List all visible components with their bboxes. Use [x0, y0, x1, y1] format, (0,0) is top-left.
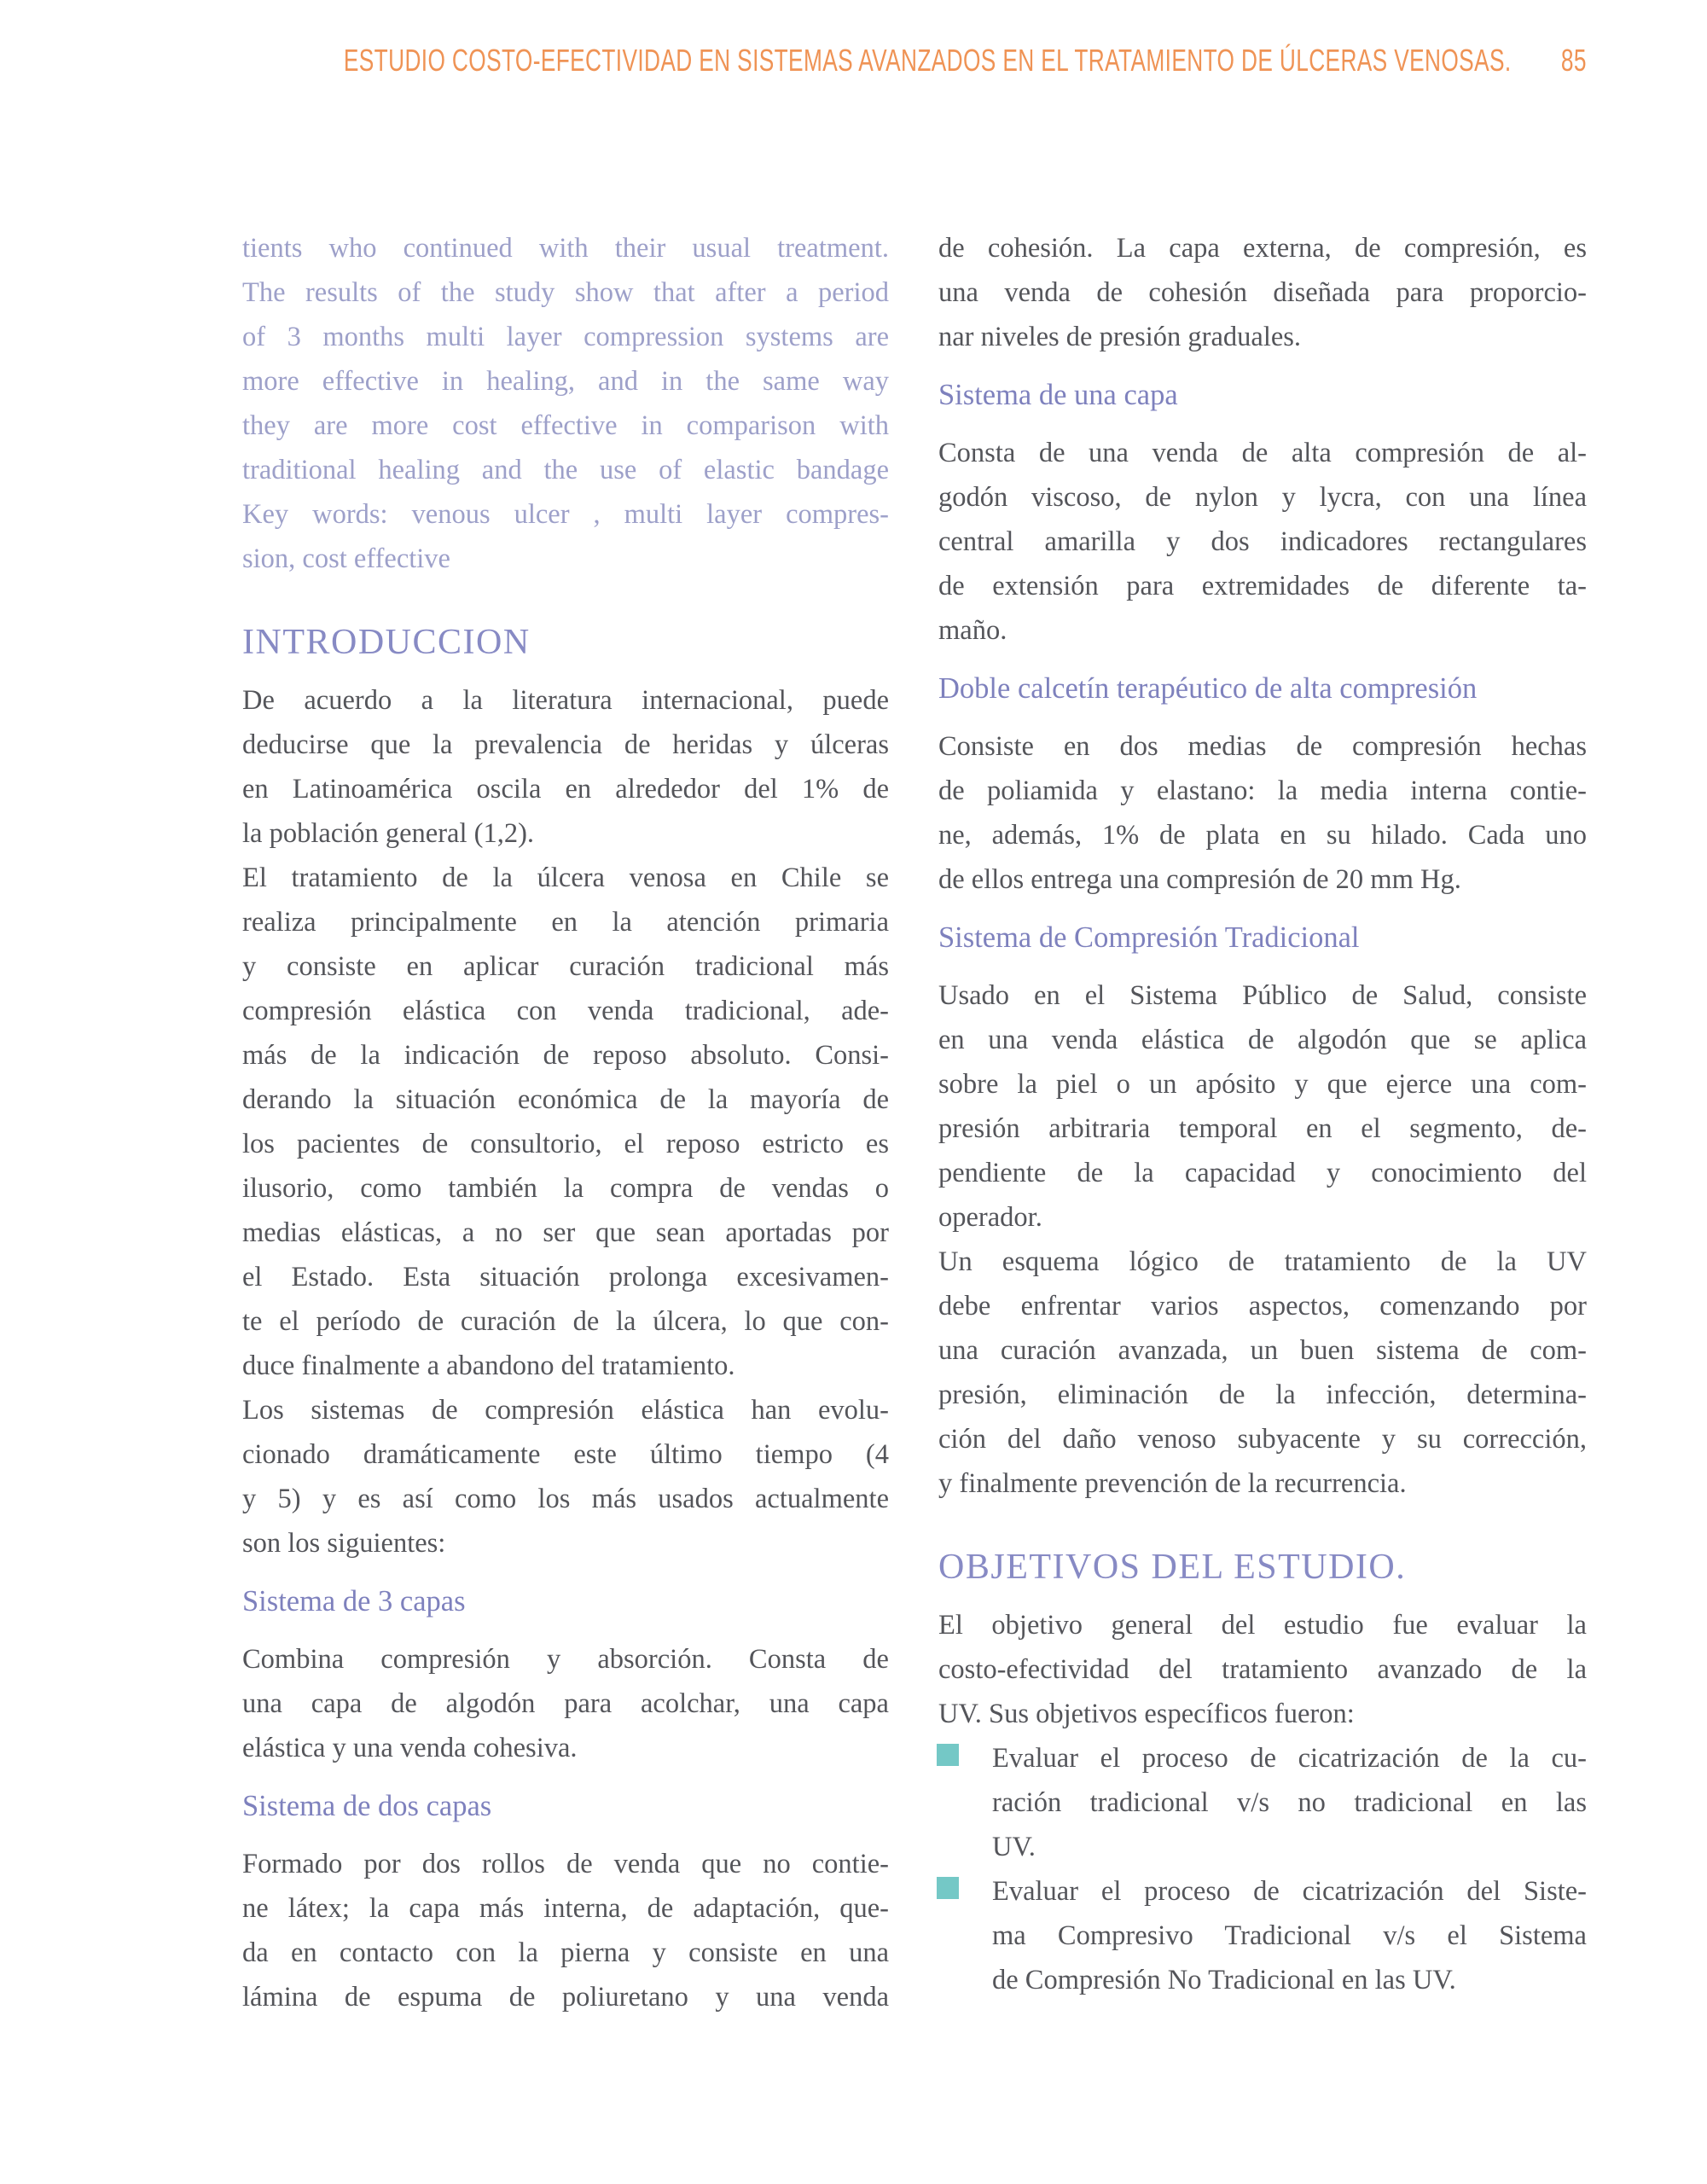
- bullet-square-icon: [937, 1877, 959, 1899]
- text-line: realiza principalmente en la atención primaria: [242, 907, 889, 938]
- bullet-text: [992, 1869, 1587, 2002]
- text-line: Evaluar el proceso de cicatrización del Siste-: [992, 1876, 1587, 1907]
- text-line: en Latinoamérica oscila en alrededor del 1% de: [242, 774, 889, 804]
- bullet-objetivo-1: [938, 1736, 1587, 1869]
- paragraph-tratamiento-chile: [242, 856, 889, 1388]
- paragraph-sistema-dos-capas: [242, 1842, 889, 2019]
- text-line: tients who continued with their usual treatment.: [242, 233, 889, 264]
- text-line: ne látex; la capa más interna, de adaptación, que-: [242, 1893, 889, 1924]
- text-line: de ellos entrega una compresión de 20 mm Hg.: [938, 864, 1461, 895]
- text-line: de extensión para extremidades de diferente ta-: [938, 571, 1587, 601]
- paragraph-doble-calcetin: [938, 724, 1587, 902]
- text-line: Key words: venous ulcer , multi layer compres-: [242, 499, 889, 530]
- text-line: central amarilla y dos indicadores rectangulares: [938, 526, 1587, 557]
- text-line: operador.: [938, 1202, 1042, 1233]
- text-line: Consiste en dos medias de compresión hechas: [938, 731, 1587, 762]
- text-line: lámina de espuma de poliuretano y una venda: [242, 1982, 889, 2013]
- abstract-english: [242, 226, 889, 581]
- text-line: De acuerdo a la literatura internacional, puede: [242, 685, 889, 716]
- text-line: cionado dramáticamente este último tiempo (4: [242, 1439, 889, 1470]
- heading-introduccion: INTRODUCCION: [242, 623, 531, 662]
- text-line: una venda de cohesión diseñada para proporcio-: [938, 277, 1587, 308]
- text-line: duce finalmente a abandono del tratamiento.: [242, 1350, 735, 1381]
- text-line: traditional healing and the use of elastic bandage: [242, 455, 889, 485]
- text-line: El objetivo general del estudio fue evaluar la: [938, 1610, 1587, 1641]
- running-head-title: ESTUDIO COSTO-EFECTIVIDAD EN SISTEMAS AVANZADOS EN EL TRATAMIENTO DE ÚLCERAS VENOSAS.: [343, 43, 1512, 78]
- text-line: ción del daño venoso subyacente y su corrección,: [938, 1424, 1587, 1455]
- text-line: en una venda elástica de algodón que se aplica: [938, 1025, 1587, 1055]
- text-line: más de la indicación de reposo absoluto. Consi-: [242, 1040, 889, 1071]
- text-line: nar niveles de presión graduales.: [938, 322, 1302, 352]
- text-line: pendiente de la capacidad y conocimiento del: [938, 1158, 1587, 1188]
- text-line: y consiste en aplicar curación tradicional más: [242, 951, 889, 982]
- text-line: compresión elástica con venda tradicional, ade-: [242, 996, 889, 1026]
- text-line: of 3 months multi layer compression systems are: [242, 322, 889, 352]
- text-line: una capa de algodón para acolchar, una capa: [242, 1688, 889, 1719]
- text-line: debe enfrentar varios aspectos, comenzando por: [938, 1291, 1587, 1321]
- text-line: ilusorio, como también la compra de vendas o: [242, 1173, 889, 1204]
- text-line: de Compresión No Tradicional en las UV.: [992, 1965, 1456, 1995]
- paragraph-sistema-una-capa: [938, 431, 1587, 653]
- text-line: sion, cost effective: [242, 543, 450, 574]
- heading-doble-calcetin: Doble calcetín terapéutico de alta compresión: [938, 672, 1478, 705]
- text-line: Consta de una venda de alta compresión de al-: [938, 438, 1587, 468]
- page-number: 85: [1561, 43, 1587, 78]
- text-line: ma Compresivo Tradicional v/s el Sistema: [992, 1920, 1587, 1951]
- heading-sistema-una-capa: Sistema de una capa: [938, 379, 1178, 411]
- text-line: they are more cost effective in comparison with: [242, 410, 889, 441]
- right-column: [938, 226, 1587, 2002]
- paragraph-esquema-logico: [938, 1240, 1587, 1506]
- heading-objetivos: OBJETIVOS DEL ESTUDIO.: [938, 1548, 1407, 1587]
- text-line: Los sistemas de compresión elástica han evolu-: [242, 1395, 889, 1426]
- text-line: more effective in healing, and in the same way: [242, 366, 889, 397]
- paragraph-objetivo-general: [938, 1603, 1587, 1736]
- text-line: de poliamida y elastano: la media interna contie-: [938, 775, 1587, 806]
- text-line: deducirse que la prevalencia de heridas y úlceras: [242, 729, 889, 760]
- heading-sistema-3-capas: Sistema de 3 capas: [242, 1585, 466, 1618]
- text-line: presión arbitraria temporal en el segmento, de-: [938, 1113, 1587, 1144]
- paragraph-prevalencia: [242, 678, 889, 856]
- text-line: ración tradicional v/s no tradicional en las: [992, 1787, 1587, 1818]
- text-line: de cohesión. La capa externa, de compresión, es: [938, 233, 1587, 264]
- text-line: derando la situación económica de la mayoría de: [242, 1084, 889, 1115]
- text-line: UV. Sus objetivos específicos fueron:: [938, 1699, 1355, 1729]
- text-line: los pacientes de consultorio, el reposo estricto es: [242, 1129, 889, 1159]
- text-line: te el período de curación de la úlcera, lo que con-: [242, 1306, 889, 1337]
- text-line: costo-efectividad del tratamiento avanzado de la: [938, 1654, 1587, 1685]
- bullet-square-icon: [937, 1744, 959, 1766]
- text-line: elástica y una venda cohesiva.: [242, 1733, 578, 1763]
- text-line: da en contacto con la pierna y consiste en una: [242, 1937, 889, 1968]
- text-line: el Estado. Esta situación prolonga excesivamen-: [242, 1262, 889, 1292]
- text-line: Combina compresión y absorción. Consta de: [242, 1644, 889, 1675]
- text-line: El tratamiento de la úlcera venosa en Chile se: [242, 863, 889, 893]
- text-line: una curación avanzada, un buen sistema de com-: [938, 1335, 1587, 1366]
- text-line: Usado en el Sistema Público de Salud, consiste: [938, 980, 1587, 1011]
- text-line: The results of the study show that after a period: [242, 277, 889, 308]
- text-line: UV.: [992, 1832, 1036, 1862]
- bullet-text: [992, 1736, 1587, 1869]
- text-line: presión, eliminación de la infección, determina-: [938, 1380, 1587, 1410]
- text-line: y 5) y es así como los más usados actualmente: [242, 1484, 889, 1514]
- text-line: Evaluar el proceso de cicatrización de la cu-: [992, 1743, 1587, 1774]
- text-line: Formado por dos rollos de venda que no contie-: [242, 1849, 889, 1879]
- left-column: [242, 226, 889, 2019]
- heading-sistema-dos-capas: Sistema de dos capas: [242, 1790, 492, 1822]
- text-line: y finalmente prevención de la recurrencia.: [938, 1468, 1407, 1499]
- text-line: Un esquema lógico de tratamiento de la UV: [938, 1246, 1587, 1277]
- paragraph-sistema-3-capas: [242, 1637, 889, 1770]
- text-line: la población general (1,2).: [242, 818, 535, 849]
- text-line: sobre la piel o un apósito y que ejerce una com-: [938, 1069, 1587, 1100]
- paragraph-capa-externa: [938, 226, 1587, 359]
- text-line: ne, además, 1% de plata en su hilado. Cada uno: [938, 820, 1587, 851]
- running-head: [344, 43, 1587, 78]
- paragraph-compresion-tradicional: [938, 973, 1587, 1240]
- bullet-objetivo-2: [938, 1869, 1587, 2002]
- paragraph-sistemas-evolucion: [242, 1388, 889, 1565]
- text-line: godón viscoso, de nylon y lycra, con una línea: [938, 482, 1587, 513]
- heading-compresion-tradicional: Sistema de Compresión Tradicional: [938, 921, 1360, 954]
- text-line: son los siguientes:: [242, 1528, 446, 1559]
- text-line: maño.: [938, 615, 1007, 646]
- text-line: medias elásticas, a no ser que sean aportadas por: [242, 1217, 889, 1248]
